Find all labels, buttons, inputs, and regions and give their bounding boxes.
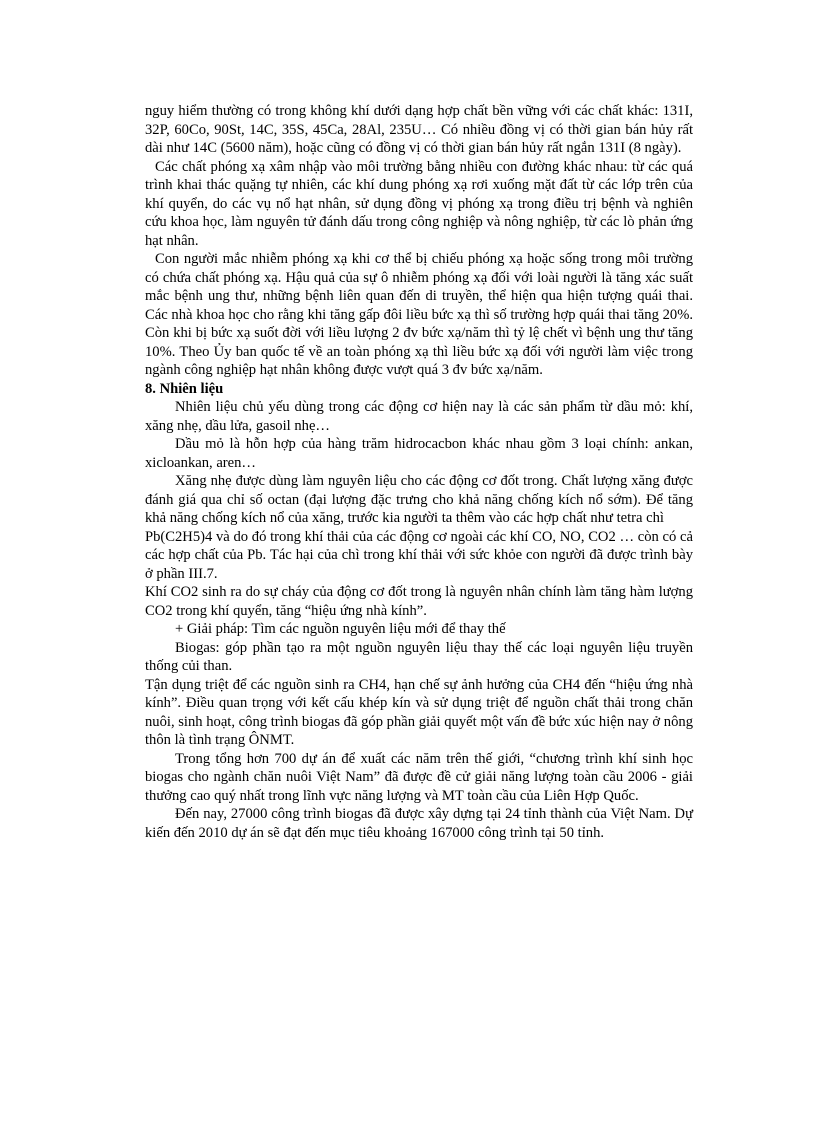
paragraph-award: Trong tổng hơn 700 dự án để xuất các năm trên thế giới, “chương trình khí sinh học biogas cho ngành chăn nuôi Việt Nam” đã được đề cử giải năng lượng toàn cầu 2006 - giải thưởng cao quý nhất trong lĩnh vực năng lượng và MT toàn cầu của Liên Hợp Quốc. (145, 750, 693, 804)
paragraph-solution: + Giải pháp: Tìm các nguồn nguyên liệu mới để thay thế (175, 621, 506, 637)
section-heading-fuel: 8. Nhiên liệu (145, 380, 224, 397)
paragraph-ch4: Tận dụng triệt để các nguồn sinh ra CH4, hạn chế sự ảnh hưởng của CH4 đến “hiệu ứng nhà kính”. Điều quan trọng với kết cấu khép kín và sử dụng triệt để nguồn chất thải trong chăn nuôi, sinh hoạt, công trình biogas đã góp phần giải quyết một vấn đề bức xúc hiện nay ở nông thôn là tình trạng ÔNMT. (145, 676, 693, 748)
paragraph-lead-compounds: Pb(C2H5)4 và do đó trong khí thải của các động cơ ngoài các khí CO, NO, CO2 … còn có cả các hợp chất của Pb. Tác hại của chì trong khí thải với sức khỏe con người đã được trình bày ở phần III.7. (145, 528, 693, 582)
paragraph-radioactive-isotopes: nguy hiểm thường có trong không khí dưới dạng hợp chất bền vững với các chất khác: 131I, 32P, 60Co, 90St, 14C, 35S, 45Ca, 28Al, 235U… Có nhiều đồng vị có thời gian bán hủy rất dài như 14C (5600 năm), hoặc cũng có đồng vị có thời gian bán hủy rất ngắn 131I (8 ngày). (145, 103, 693, 156)
document-page (145, 102, 693, 842)
paragraph-gasoline: Xăng nhẹ được dùng làm nguyên liệu cho các động cơ đốt trong. Chất lượng xăng được đánh giá qua chỉ số octan (đại lượng đặc trưng cho khả năng chống kích nổ sớm). Để tăng khả năng chống kích nổ của xăng, trước kia người ta thêm vào các hợp chất như tetra chì (145, 473, 693, 526)
paragraph-crude-oil: Dầu mỏ là hỗn hợp của hàng trăm hidrocacbon khác nhau gồm 3 loại chính: ankan, xicloankan, aren… (145, 436, 693, 471)
paragraph-biogas: Biogas: góp phần tạo ra một nguồn nguyên liệu thay thế các loại nguyên liệu truyền thống củi than. (145, 639, 693, 674)
paragraph-co2: Khí CO2 sinh ra do sự cháy của động cơ đốt trong là nguyên nhân chính làm tăng hàm lượng CO2 trong khí quyển, tăng “hiệu ứng nhà kính”. (145, 584, 693, 619)
paragraph-fuel-intro: Nhiên liệu chủ yếu dùng trong các động cơ hiện nay là các sản phẩm từ dầu mỏ: khí, xăng nhẹ, dầu lửa, gasoil nhẹ… (145, 399, 693, 434)
paragraph-radiation-pathways: Các chất phóng xạ xâm nhập vào môi trường bằng nhiều con đường khác nhau: từ các quá trình khai thác quặng tự nhiên, các khí dung phóng xạ rơi xuống mặt đất từ các lớp trên của khí quyển, do các vụ nổ hạt nhân, sử dụng đồng vị phóng xạ trong điều trị bệnh và nghiên cứu khoa học, làm nguyên tử đánh dấu trong công nghiệp và nông nghiệp, từ các lò phản ứng hạt nhân. (145, 158, 693, 249)
paragraph-radiation-effects: Con người mắc nhiễm phóng xạ khi cơ thể bị chiếu phóng xạ hoặc sống trong môi trường có chứa chất phóng xạ. Hậu quả của sự ô nhiễm phóng xạ đối với loài người là tăng xác suất mắc bệnh ung thư, những bệnh liên quan đến di truyền, thể hiện qua hiện tượng quái thai. Các nhà khoa học cho rằng khi tăng gấp đôi liều bức xạ thì số trường hợp quái thai tăng 20%. Còn khi bị bức xạ suốt đời với liều lượng 2 đv bức xạ/năm thì tỷ lệ chết vì bệnh ung thư tăng 10%. Theo Ủy ban quốc tế về an toàn phóng xạ thì liều bức xạ đối với người làm việc trong ngành công nghiệp hạt nhân không được vượt quá 3 đv bức xạ/năm. (145, 251, 693, 378)
paragraph-biogas-count: Đến nay, 27000 công trình biogas đã được xây dựng tại 24 tỉnh thành của Việt Nam. Dự kiến đến 2010 dự án sẽ đạt đến mục tiêu khoảng 167000 công trình tại 50 tỉnh. (145, 806, 693, 841)
